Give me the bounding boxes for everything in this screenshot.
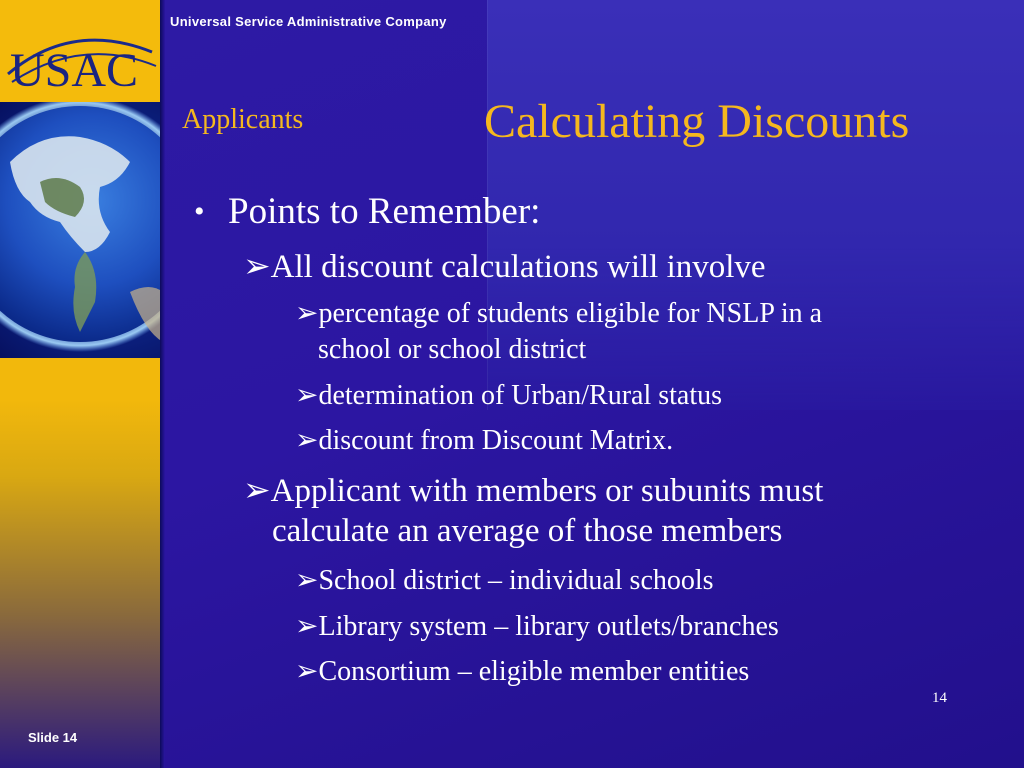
page-number: 14: [932, 690, 947, 706]
list-item: ➢percentage of students eligible for NSLP in a: [295, 298, 823, 329]
arrow-bullet-icon: ➢: [295, 298, 319, 329]
list-item: ➢All discount calculations will involve: [243, 249, 766, 285]
arrow-bullet-icon: ➢: [243, 473, 271, 509]
arrow-bullet-icon: ➢: [295, 611, 319, 642]
list-item: ➢discount from Discount Matrix.: [295, 425, 674, 456]
bullet-icon: •: [194, 195, 205, 228]
heading: Points to Remember:: [228, 191, 541, 232]
list-item: ➢Library system – library outlets/branches: [295, 611, 779, 642]
list-item: ➢Consortium – eligible member entities: [295, 656, 750, 687]
usac-logo: [2, 30, 160, 94]
arrow-bullet-icon: ➢: [295, 565, 319, 596]
slide-label: Slide 14: [28, 730, 78, 745]
globe-image: [0, 102, 163, 358]
section-label: Applicants: [182, 104, 304, 135]
logo-text: USAC: [10, 44, 139, 94]
arrow-bullet-icon: ➢: [295, 656, 319, 687]
slide-title: Calculating Discounts: [484, 95, 910, 148]
list-item: ➢Applicant with members or subunits must: [243, 473, 824, 509]
list-item: ➢School district – individual schools: [295, 565, 714, 596]
list-item-continuation: calculate an average of those members: [272, 513, 783, 549]
company-name: Universal Service Administrative Company: [170, 14, 447, 29]
globe-icon: [0, 102, 163, 358]
list-item: ➢determination of Urban/Rural status: [295, 380, 723, 411]
list-item-continuation: school or school district: [318, 334, 587, 365]
arrow-bullet-icon: ➢: [295, 380, 319, 411]
logo-area: [0, 0, 163, 102]
arrow-bullet-icon: ➢: [295, 425, 319, 456]
arrow-bullet-icon: ➢: [243, 249, 271, 285]
